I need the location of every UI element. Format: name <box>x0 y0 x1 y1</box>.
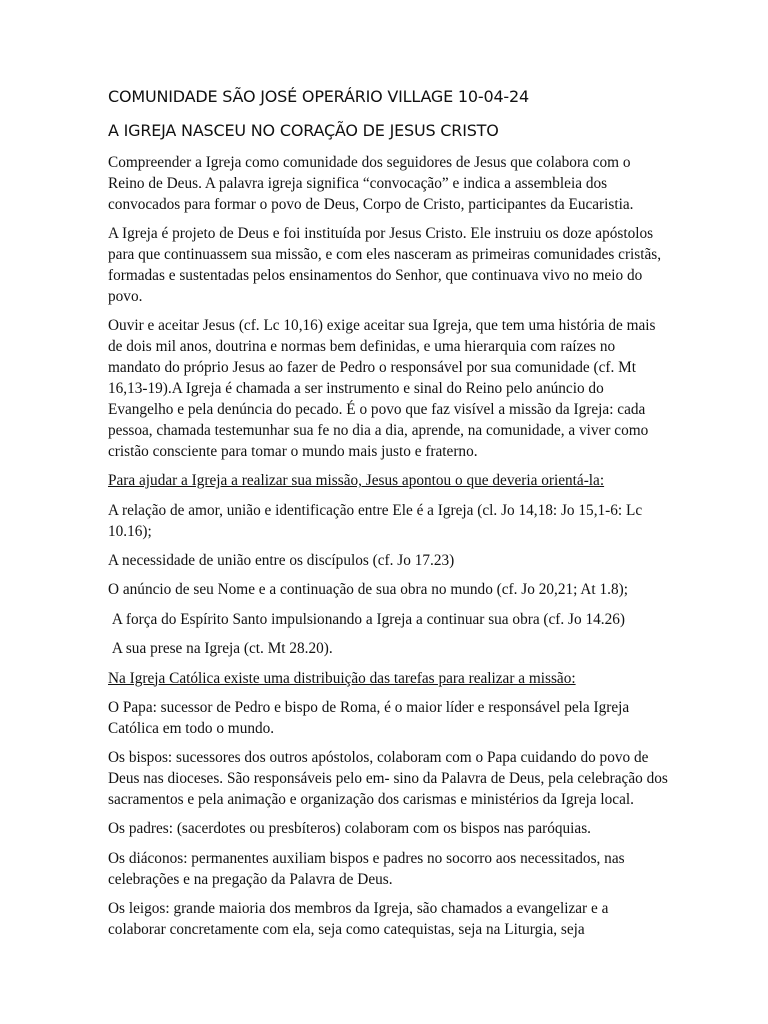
paragraph: A Igreja é projeto de Deus e foi instituída por Jesus Cristo. Ele instruiu os doze apóstolos para que continuassem sua missão, e com eles nasceram as primeiras comunidades cristãs, formadas e sustentadas pelos ensinamentos do Senhor, que continuava vivo no meio do povo. <box>108 225 662 305</box>
paragraph: A força do Espírito Santo impulsionando a Igreja a continuar sua obra (cf. Jo 14.26) <box>108 610 625 628</box>
paragraph: Os diáconos: permanentes auxiliam bispos e padres no socorro aos necessitados, nas celebrações e na pregação da Palavra de Deus. <box>108 849 625 888</box>
paragraph: O anúncio de seu Nome e a continuação de sua obra no mundo (cf. Jo 20,21; At 1.8); <box>108 581 628 599</box>
paragraph: A sua prese na Igreja (ct. Mt 28.20). <box>108 640 333 658</box>
document-header: COMUNIDADE SÃO JOSÉ OPERÁRIO VILLAGE 10-04-24 <box>108 87 529 106</box>
paragraph: A relação de amor, união e identificação entre Ele é a Igreja (cl. Jo 14,18: Jo 15,1-6: Lc 10.16); <box>108 501 643 540</box>
section-heading-mission: Para ajudar a Igreja a realizar sua missão, Jesus apontou o que deveria orientá-la: <box>108 472 605 490</box>
paragraph: A necessidade de união entre os discípulos (cf. Jo 17.23) <box>108 551 455 569</box>
document-body <box>108 153 668 950</box>
document-title: A IGREJA NASCEU NO CORAÇÃO DE JESUS CRISTO <box>108 121 499 140</box>
paragraph: Os padres: (sacerdotes ou presbíteros) colaboram com os bispos nas paróquias. <box>108 820 592 838</box>
section-heading-tasks: Na Igreja Católica existe uma distribuição das tarefas para realizar a missão: <box>108 669 576 687</box>
paragraph: Compreender a Igreja como comunidade dos seguidores de Jesus que colabora com o Reino de Deus. A palavra igreja significa “convocação” e indica a assembleia dos convocados para formar o povo de Deus, Corpo de Cristo, participantes da Eucaristia. <box>108 154 634 213</box>
paragraph: O Papa: sucessor de Pedro e bispo de Roma, é o maior líder e responsável pela Igreja Católica em todo o mundo. <box>108 698 630 737</box>
paragraph: Os leigos: grande maioria dos membros da Igreja, são chamados a evangelizar e a colaborar concretamente com ela, seja como catequistas, seja na Liturgia, seja <box>108 900 609 939</box>
paragraph: Ouvir e aceitar Jesus (cf. Lc 10,16) exige aceitar sua Igreja, que tem uma história de mais de dois mil anos, doutrina e normas bem definidas, e uma hierarquia com raízes no mandato do próprio Jesus ao fazer de Pedro o responsável por sua comunidade (cf. Mt 16,13-19).A Igreja é chamada a ser instrumento e sinal do Reino pelo anúncio do Evangelho e pela denúncia do pecado. É o povo que faz visível a missão da Igreja: cada pessoa, chamada testemunhar sua fe no dia a dia, aprende, na comunidade, a viver como cristão consciente para tomar o mundo mais justo e fraterno. <box>108 317 656 460</box>
paragraph: Os bispos: sucessores dos outros apóstolos, colaboram com o Papa cuidando do povo de Deus nas dioceses. São responsáveis pelo em- sino da Palavra de Deus, pela celebração dos sacramentos e pela animação e organização dos carismas e ministérios da Igreja local. <box>108 749 668 809</box>
